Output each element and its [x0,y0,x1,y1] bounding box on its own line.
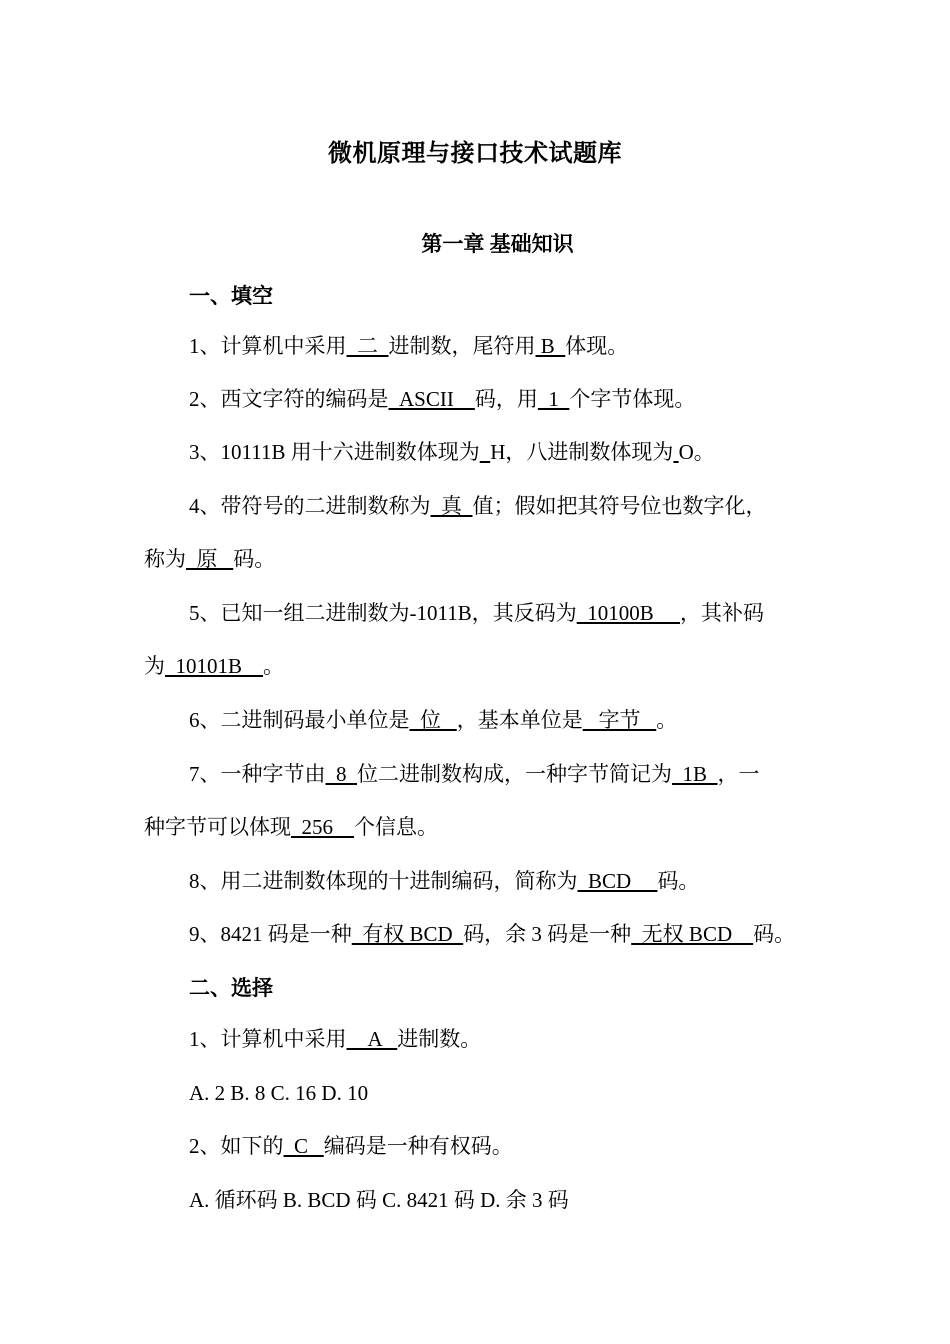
choice-question-1-options: A. 2 B. 8 C. 16 D. 10 [189,1081,369,1105]
question-text: 值；假如把其符号位也数字化， [472,494,767,518]
question-text: 2、西文字符的编码是 [189,387,389,411]
chapter-heading: 第一章 基础知识 [421,232,574,256]
fill-question-5 [189,599,764,627]
fill-question-2 [189,385,695,413]
question-text: 称为 [144,547,186,571]
fill-question-5-continued [144,652,284,680]
fill-question-6 [189,706,677,734]
question-text: ，一 [717,762,760,786]
question-text: 编码是一种有权码。 [323,1134,513,1158]
fill-question-1 [189,332,628,360]
question-text: 5、已知一组二进制数为-1011B，其反码为 [189,601,577,625]
fill-question-3 [189,438,715,466]
question-text: 4、带符号的二进制数称为 [189,494,431,518]
question-text: 1、计算机中采用 [189,334,347,358]
answer-blank: 256 [291,815,354,839]
question-text: 1、计算机中采用 [189,1027,347,1051]
answer-blank: 真 [430,494,473,518]
answer-blank: B [535,334,566,358]
question-text: 2、如下的 [189,1134,284,1158]
answer-blank: A [346,1027,398,1051]
fill-question-9 [189,920,795,948]
question-text: 位二进制数构成，一种字节简记为 [357,762,672,786]
section-choice-heading: 二、选择 [189,976,273,1000]
fill-question-4-continued [144,545,275,573]
answer-blank: 1 [537,387,570,411]
answer-blank: 二 [346,334,389,358]
question-text: 6、二进制码最小单位是 [189,708,410,732]
question-text: 个字节体现。 [569,387,696,411]
question-text: 体现。 [565,334,629,358]
answer-blank: ASCII [388,387,475,411]
question-text: 。 [263,654,285,678]
choice-question-2 [189,1132,513,1160]
question-text: 种字节可以体现 [144,815,291,839]
question-text: 个信息。 [354,815,438,839]
choice-question-2-options: A. 循环码 B. BCD 码 C. 8421 码 D. 余 3 码 [189,1188,569,1212]
answer-blank: 字节 [582,708,657,732]
fill-question-8 [189,867,699,895]
question-text: 码。 [657,869,700,893]
question-text: 8、用二进制数体现的十进制编码，简称为 [189,869,578,893]
question-text: O。 [678,440,715,464]
answer-blank: BCD [577,869,658,893]
answer-blank: 原 [186,547,234,571]
question-text: 3、10111B 用十六进制数体现为 [189,440,480,464]
answer-blank: 10100B [576,601,680,625]
answer-blank: 10101B [165,654,264,678]
question-text: 进制数。 [397,1027,482,1051]
question-text: H，八进制数体现为 [490,440,674,464]
answer-blank: C [283,1134,324,1158]
question-text: 码。 [233,547,276,571]
question-text: 进制数，尾符用 [388,334,536,358]
question-text: 。 [656,708,678,732]
choice-question-1 [189,1025,481,1053]
fill-question-7-continued [144,813,438,841]
question-text: 码。 [753,922,796,946]
question-text: 9、8421 码是一种 [189,922,352,946]
question-text: 码，用 [474,387,538,411]
question-text: 码，余 3 码是一种 [463,922,632,946]
question-text: 为 [144,654,165,678]
answer-blank: 位 [409,708,457,732]
question-text: ，基本单位是 [456,708,583,732]
answer-blank: 无权 BCD [631,922,754,946]
answer-blank: 8 [325,762,357,786]
document-title: 微机原理与接口技术试题库 [328,141,622,167]
section-fill-heading: 一、填空 [189,284,273,308]
fill-question-7 [189,760,760,788]
answer-blank: 1B [672,762,718,786]
answer-blank [480,440,491,464]
answer-blank: 有权 BCD [351,922,464,946]
fill-question-4 [189,492,767,520]
question-text: 7、一种字节由 [189,762,326,786]
question-text: ，其补码 [680,601,764,625]
